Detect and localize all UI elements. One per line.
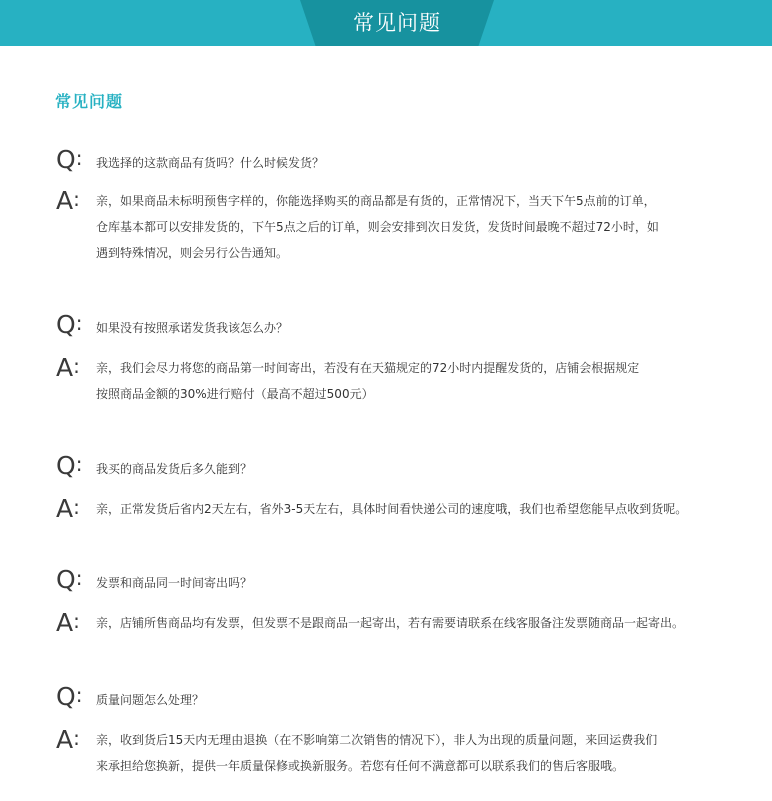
answer-marker: [56, 727, 80, 754]
faq-answer: [96, 610, 772, 636]
answer-line: 来承担给您换新，提供一年质量保修或换新服务。若您有任何不满意都可以联系我们的售后客服哦。: [96, 759, 625, 773]
section-title: 常见问题: [55, 92, 124, 111]
question-letter: Q: [56, 310, 76, 339]
answer-letter: A: [56, 353, 74, 382]
answer-line: 遇到特殊情况，则会另行公告通知。: [96, 246, 289, 260]
answer-colon: :: [73, 726, 80, 750]
faq-answer: [96, 188, 772, 266]
answer-line: 按照商品金额的30%进行赔付（最高不超过500元）: [96, 387, 374, 401]
question-colon: :: [75, 566, 83, 590]
answer-line: 亲，收到货后15天内无理由退换（在不影响第二次销售的情况下），非人为出现的质量问题，来回运费我们: [96, 733, 658, 747]
answer-line: 亲，店铺所售商品均有发票，但发票不是跟商品一起寄出，若有需要请联系在线客服备注发票随商品一起寄出。: [96, 616, 685, 630]
faq-answer: [96, 727, 772, 779]
answer-letter: A: [56, 494, 74, 523]
banner-title: 常见问题: [353, 11, 441, 35]
answer-marker: [56, 188, 80, 215]
answer-line: 亲，正常发货后省内2天左右，省外3-5天左右，具体时间看快递公司的速度哦，我们也希望您能早点收到货呢。: [96, 502, 688, 516]
faq-answer: [96, 355, 772, 407]
question-colon: :: [75, 311, 83, 335]
answer-letter: A: [56, 725, 74, 754]
question-letter: Q: [56, 451, 76, 480]
answer-colon: :: [73, 187, 80, 211]
answer-colon: :: [73, 495, 80, 519]
answer-marker: [56, 355, 80, 382]
question-colon: :: [75, 683, 83, 707]
faq-question: 我选择的这款商品有货吗？什么时候发货？: [96, 156, 325, 170]
answer-line: 亲，如果商品未标明预售字样的，你能选择购买的商品都是有货的，正常情况下，当天下午5点前的订单，: [96, 194, 656, 208]
faq-question: 发票和商品同一时间寄出吗？: [96, 576, 253, 590]
header-banner: [0, 0, 772, 46]
answer-line: 亲，我们会尽力将您的商品第一时间寄出，若没有在天猫规定的72小时内提醒发货的，店铺会根据规定: [96, 361, 640, 375]
question-colon: :: [75, 146, 83, 170]
question-letter: Q: [56, 682, 76, 711]
answer-colon: :: [73, 609, 80, 633]
question-marker: [56, 453, 82, 480]
faq-question: 质量问题怎么处理？: [96, 693, 205, 707]
answer-letter: A: [56, 608, 74, 637]
question-marker: [56, 567, 82, 594]
answer-colon: :: [73, 354, 80, 378]
answer-line: 仓库基本都可以安排发货的，下午5点之后的订单，则会安排到次日发货，发货时间最晚不超过72小时，如: [96, 220, 659, 234]
faq-question: 如果没有按照承诺发货我该怎么办？: [96, 321, 289, 335]
answer-marker: [56, 610, 80, 637]
question-marker: [56, 312, 82, 339]
question-marker: [56, 147, 82, 174]
question-colon: :: [75, 452, 83, 476]
faq-answer: [96, 496, 772, 522]
question-letter: Q: [56, 145, 76, 174]
question-letter: Q: [56, 565, 76, 594]
question-marker: [56, 684, 82, 711]
answer-letter: A: [56, 186, 74, 215]
answer-marker: [56, 496, 80, 523]
faq-question: 我买的商品发货后多久能到？: [96, 462, 253, 476]
